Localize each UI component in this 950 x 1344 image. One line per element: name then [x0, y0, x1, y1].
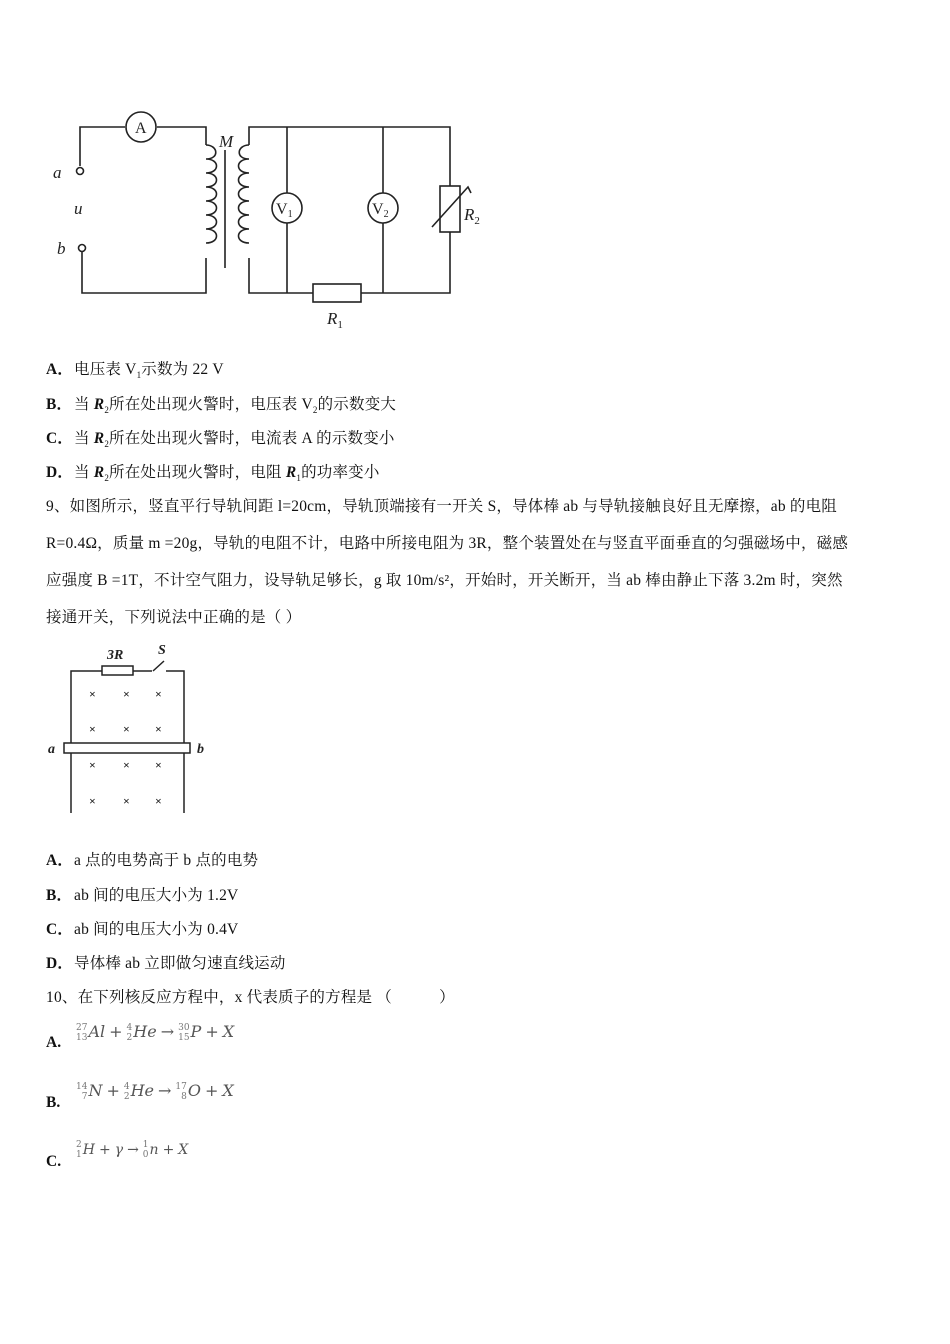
q9-option-d: D．导体棒 ab 立即做匀速直线运动 — [46, 955, 286, 972]
q9-stem-line-2: R=0.4Ω，质量 m =20g，导轨的电阻不计，电路中所接电阻为 3R，整个装置处在与竖直平面垂直的匀强磁场中，磁感 — [46, 535, 849, 552]
transformer-circuit-diagram — [40, 110, 500, 340]
svg-text:×: × — [155, 687, 162, 701]
svg-text:×: × — [89, 722, 96, 736]
q9-stem-line-4: 接通开关，下列说法中正确的是（ ） — [46, 609, 302, 626]
terminal-b-label: b — [57, 239, 66, 258]
terminal-a-label: a — [53, 163, 62, 182]
q10-option-c-equation: 2 1 H + γ → 1 0 n + X — [76, 1140, 189, 1160]
voltmeter-1-label: V1 — [276, 201, 293, 220]
switch-s-label: S — [158, 643, 166, 658]
rail-magnetic-field-diagram — [40, 638, 230, 818]
r2-label: $R_2$ — [464, 205, 480, 227]
q9-option-c: C．ab 间的电压大小为 0.4V — [46, 921, 239, 938]
svg-text:×: × — [155, 758, 162, 772]
svg-text:×: × — [155, 794, 162, 808]
ammeter-label: A — [135, 120, 147, 137]
end-a-label: a — [48, 742, 55, 757]
q10-option-a-label: A. — [46, 1034, 62, 1051]
svg-text:×: × — [123, 758, 130, 772]
resistor-3r-label: 3R — [107, 648, 124, 663]
transformer-label: M — [219, 132, 234, 151]
q8-option-d: D．当 $R_2$所在处出现火警时，电阻 $R_1$的功率变小 — [46, 464, 380, 484]
svg-text:×: × — [123, 687, 130, 701]
q9-option-a: A．a 点的电势高于 b 点的电势 — [46, 852, 259, 869]
q9-stem-line-3: 应强度 B =1T，不计空气阻力，设导轨足够长，g 取 10m/s²，开始时，开关断开，当 ab 棒由静止下落 3.2m 时，突然 — [46, 572, 843, 589]
svg-text:×: × — [89, 794, 96, 808]
q10-option-a-equation: 27 13 Al + 4 2 He → 30 15 P + X — [76, 1022, 235, 1043]
q9-stem-line-1: 9、如图所示，竖直平行导轨间距 l=20cm，导轨顶端接有一开关 S，导体棒 ab 与导轨接触良好且无摩擦，ab 的电阻 — [46, 498, 837, 515]
end-b-label: b — [197, 742, 204, 757]
q10-option-b-equation: 14 7 N + 4 2 He → 17 8 O + X — [76, 1081, 234, 1102]
q9-option-b: B． ab 间的电压大小为 1.2V — [46, 887, 239, 904]
source-u-label: u — [74, 199, 83, 218]
q10-option-c-label: C. — [46, 1153, 62, 1170]
svg-text:×: × — [89, 758, 96, 772]
svg-text:×: × — [123, 722, 130, 736]
q8-option-a: A．电压表 $V_1$示数为 22 V — [46, 361, 224, 381]
svg-text:×: × — [155, 722, 162, 736]
q10-stem: 10、在下列核反应方程中，x 代表质子的方程是 （ ） — [46, 989, 455, 1006]
svg-text:×: × — [89, 687, 96, 701]
r1-label: $R_1$ — [327, 309, 343, 331]
voltmeter-2-label: V2 — [372, 201, 389, 220]
q10-option-b-label: B. — [46, 1094, 61, 1111]
q8-option-c: C．当 $R_2$所在处出现火警时，电流表 A 的示数变小 — [46, 430, 395, 450]
svg-text:×: × — [123, 794, 130, 808]
q8-option-b: B． 当 $R_2$所在处出现火警时，电压表 $V_2$的示数变大 — [46, 396, 397, 416]
